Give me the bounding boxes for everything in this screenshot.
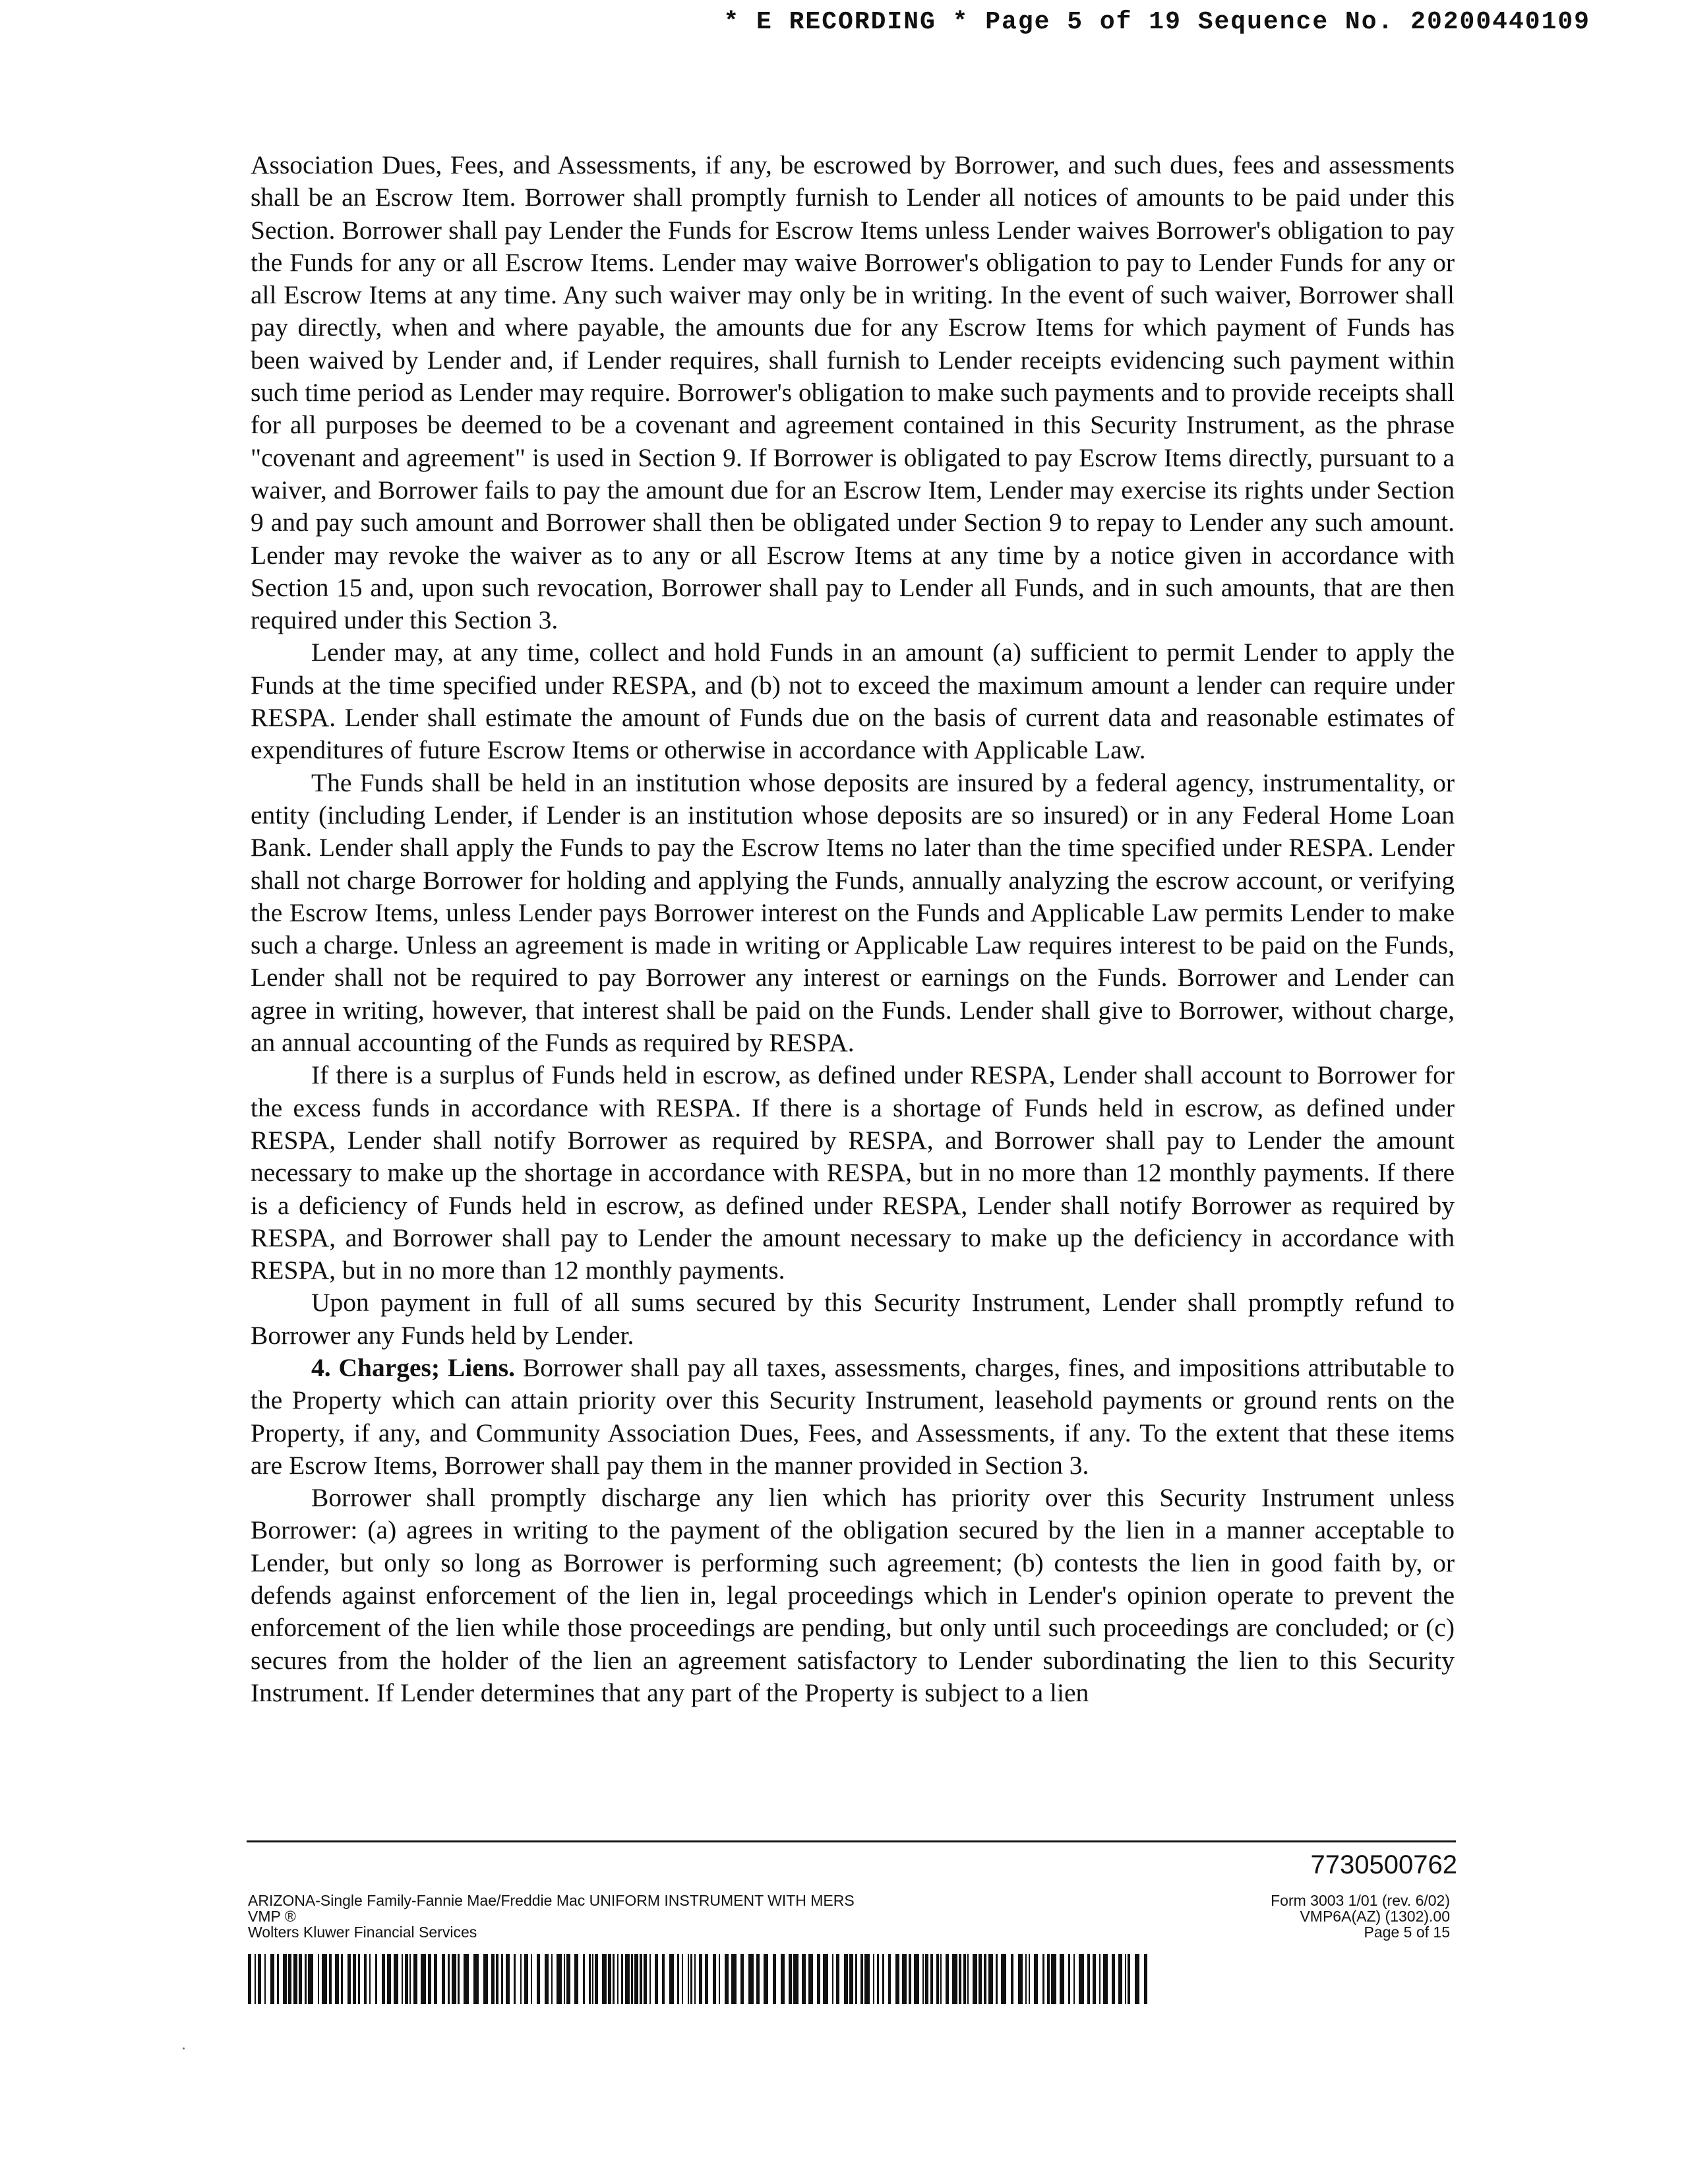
barcode-bar	[640, 1954, 642, 2004]
barcode-bar	[802, 1954, 806, 2004]
barcode-bar	[925, 1954, 928, 2004]
barcode-bar	[458, 1954, 460, 2004]
barcode-bar	[277, 1954, 279, 2004]
barcode-bar	[1079, 1954, 1084, 2004]
barcode-bar	[514, 1954, 516, 2004]
barcode-bar	[613, 1954, 615, 2004]
barcode-bar	[930, 1954, 933, 2004]
barcode-bar	[409, 1954, 411, 2004]
barcode-bar	[347, 1954, 351, 2004]
barcode-bar	[855, 1954, 857, 2004]
barcode-bar	[882, 1954, 884, 2004]
paragraph-refund: Upon payment in full of all sums secured by this Security Instrument, Lender shall promptly refund to Borrower any Funds held by Lender.	[251, 1288, 1455, 1350]
barcode-bar	[1051, 1954, 1056, 2004]
barcode-bar	[537, 1954, 540, 2004]
barcode	[248, 1954, 1149, 2004]
barcode-bar	[617, 1954, 618, 2004]
barcode-bar	[364, 1954, 367, 2004]
barcode-bar	[631, 1954, 633, 2004]
barcode-bar	[621, 1954, 623, 2004]
barcode-bar	[248, 1954, 251, 2004]
barcode-bar	[634, 1954, 638, 2004]
paragraph-surplus-shortage: If there is a surplus of Funds held in escrow, as defined under RESPA, Lender shall account to Borrower for the excess funds in accordance with RESPA. If there is a shortage of Funds held in escrow, as defined under RESPA, Lender shall notify Borrower as required by RESPA, and Borrower shall pay to Lender the amount necessary to make up the shortage in accordance with RESPA, but in no more than 12 monthly payments. If there is a deficiency of Funds held in escrow, as defined under RESPA, Lender shall notify Borrower as required by RESPA, and Borrower shall pay to Lender the amount necessary to make up the deficiency in accordance with RESPA, but in no more than 12 monthly payments.	[251, 1060, 1455, 1285]
barcode-bar	[873, 1954, 874, 2004]
barcode-bar	[1112, 1954, 1115, 2004]
barcode-bar	[358, 1954, 360, 2004]
barcode-bar	[823, 1954, 828, 2004]
barcode-bar	[551, 1954, 553, 2004]
barcode-bar	[375, 1954, 377, 2004]
barcode-bar	[293, 1954, 297, 2004]
barcode-bar	[421, 1954, 426, 2004]
barcode-bar	[817, 1954, 820, 2004]
barcode-bar	[531, 1954, 532, 2004]
barcode-bar	[520, 1954, 522, 2004]
scan-artifact	[183, 2048, 185, 2049]
barcode-bar	[473, 1954, 479, 2004]
barcode-bar	[860, 1954, 863, 2004]
barcode-bar	[566, 1954, 570, 2004]
footer-form-title: ARIZONA-Single Family-Fannie Mae/Freddie Mac UNIFORM INSTRUMENT WITH MERS	[248, 1892, 855, 1909]
barcode-bar	[996, 1954, 998, 2004]
barcode-bar	[914, 1954, 919, 2004]
footer-divider	[247, 1840, 1456, 1842]
paragraph-funds-held: The Funds shall be held in an institution whose deposits are insured by a federal agency, instrumentality, or entity (including Lender, if Lender is an institution whose deposits are so insured) or in any Federal Home Loan Bank. Lender shall apply the Funds to pay the Escrow Items no later than the time specified under RESPA. Lender shall not charge Borrower for holding and applying the Funds, annually analyzing the escrow account, or verifying the Escrow Items, unless Lender pays Borrower interest on the Funds and Applicable Law permits Lender to make such a charge. Unless an agreement is made in writing or Applicable Law requires interest to be paid on the Funds, Lender shall not be required to pay Borrower any interest or earnings on the Funds. Borrower and Lender can agree in writing, however, that interest shall be paid on the Funds. Lender shall give to Borrower, without charge, an annual accounting of the Funds as required by RESPA.	[251, 768, 1455, 1058]
barcode-bar	[877, 1954, 879, 2004]
barcode-bar	[595, 1954, 598, 2004]
barcode-bar	[694, 1954, 696, 2004]
barcode-bar	[369, 1954, 371, 2004]
barcode-bar	[1047, 1954, 1050, 2004]
barcode-bar	[688, 1954, 689, 2004]
footer-page-number: Page 5 of 15	[1364, 1924, 1450, 1941]
barcode-bar	[973, 1954, 977, 2004]
barcode-bar	[589, 1954, 591, 2004]
barcode-bar	[655, 1954, 658, 2004]
barcode-bar	[524, 1954, 528, 2004]
barcode-bar	[405, 1954, 408, 2004]
barcode-bar	[922, 1954, 924, 2004]
paragraph-discharge-lien: Borrower shall promptly discharge any lien which has priority over this Security Instrument unless Borrower: (a) agrees in writing to the payment of the obligation secured by the lien in a manner acceptable to Lender, but only so long as Borrower is performing such agreement; (b) contests the lien in good faith by, or defends against enforcement of the lien in, legal proceedings which in Lender's opinion operate to prevent the enforcement of the lien while those proceedings are pending, but only until such proceedings are concluded; or (c) secures from the holder of the lien an agreement satisfactory to Lender subordinating the lien to this Security Instrument. If Lender determines that any part of the Property is subject to a lien	[251, 1483, 1455, 1707]
barcode-bar	[895, 1954, 899, 2004]
barcode-bar	[690, 1954, 692, 2004]
footer-form-code: Form 3003 1/01 (rev. 6/02)	[1271, 1892, 1450, 1909]
barcode-bar	[984, 1954, 986, 2004]
barcode-bar	[1011, 1954, 1013, 2004]
barcode-bar	[946, 1954, 949, 2004]
barcode-bar	[308, 1954, 313, 2004]
barcode-bar	[1125, 1954, 1126, 2004]
barcode-bar	[341, 1954, 343, 2004]
barcode-bar	[452, 1954, 456, 2004]
barcode-bar	[731, 1954, 737, 2004]
barcode-bar	[677, 1954, 679, 2004]
barcode-bar	[764, 1954, 768, 2004]
barcode-bar	[608, 1954, 611, 2004]
barcode-bar	[448, 1954, 450, 2004]
barcode-bar	[844, 1954, 848, 2004]
barcode-bar	[264, 1954, 266, 2004]
barcode-bar	[496, 1954, 498, 2004]
barcode-bar	[564, 1954, 565, 2004]
section-text-charges-liens: Borrower shall pay all taxes, assessments, charges, fines, and impositions attributable to the Property which can attain priority over this Security Instrument, leasehold payments or ground rents on the Property, if any, and Community Association Dues, Fees, and Assessments, if any. To the extent that these items are Escrow Items, Borrower shall pay them in the manner provided in Section 3.	[251, 1352, 1455, 1480]
barcode-bar	[705, 1954, 708, 2004]
barcode-bar	[725, 1954, 729, 2004]
barcode-bar	[888, 1954, 891, 2004]
document-body	[251, 149, 1455, 1709]
barcode-bar	[592, 1954, 593, 2004]
barcode-bar	[1099, 1954, 1100, 2004]
barcode-bar	[335, 1954, 339, 2004]
barcode-bar	[988, 1954, 993, 2004]
barcode-bar	[402, 1954, 403, 2004]
barcode-bar	[1068, 1954, 1070, 2004]
barcode-bar	[1018, 1954, 1023, 2004]
barcode-bar	[557, 1954, 562, 2004]
barcode-bar	[808, 1954, 813, 2004]
barcode-bar	[545, 1954, 549, 2004]
loan-number: 7730500762	[1310, 1850, 1457, 1879]
barcode-bar	[255, 1954, 256, 2004]
barcode-bar	[963, 1954, 966, 2004]
footer-form-number	[1271, 1893, 1450, 1940]
barcode-bar	[270, 1954, 274, 2004]
recording-stamp: * E RECORDING * Page 5 of 19 Sequence No. 20200440109	[723, 8, 1590, 36]
barcode-bar	[387, 1954, 391, 2004]
footer-publisher: Wolters Kluwer Financial Services	[248, 1924, 477, 1941]
barcode-bar	[699, 1954, 702, 2004]
barcode-bar	[329, 1954, 332, 2004]
barcode-bar	[713, 1954, 716, 2004]
barcode-bar	[789, 1954, 792, 2004]
barcode-bar	[1128, 1954, 1130, 2004]
barcode-bar	[832, 1954, 833, 2004]
barcode-bar	[1029, 1954, 1030, 2004]
barcode-bar	[305, 1954, 307, 2004]
barcode-bar	[428, 1954, 431, 2004]
barcode-bar	[902, 1954, 907, 2004]
footer-vmp-mark: VMP ®	[248, 1908, 296, 1925]
barcode-bar	[967, 1954, 969, 2004]
barcode-bar	[464, 1954, 469, 2004]
barcode-bar	[649, 1954, 651, 2004]
barcode-bar	[836, 1954, 839, 2004]
barcode-bar	[1093, 1954, 1096, 2004]
barcode-bar	[283, 1954, 287, 2004]
barcode-bar	[1118, 1954, 1122, 2004]
barcode-bar	[501, 1954, 503, 2004]
barcode-bar	[491, 1954, 495, 2004]
barcode-bar	[669, 1954, 674, 2004]
barcode-bar	[773, 1954, 776, 2004]
barcode-bar	[793, 1954, 799, 2004]
barcode-bar	[442, 1954, 445, 2004]
footer-vmp-code: VMP6A(AZ) (1302).00	[1300, 1908, 1450, 1925]
barcode-bar	[909, 1954, 911, 2004]
barcode-bar	[602, 1954, 607, 2004]
barcode-bar	[952, 1954, 957, 2004]
barcode-bar	[574, 1954, 578, 2004]
barcode-bar	[1042, 1954, 1044, 2004]
barcode-bar	[434, 1954, 437, 2004]
barcode-bar	[940, 1954, 942, 2004]
barcode-bar	[1025, 1954, 1027, 2004]
barcode-bar	[644, 1954, 647, 2004]
barcode-bar	[1001, 1954, 1006, 2004]
barcode-bar	[959, 1954, 961, 2004]
barcode-bar	[748, 1954, 754, 2004]
paragraph-charges-liens	[251, 1352, 1455, 1482]
barcode-bar	[781, 1954, 785, 2004]
barcode-bar	[322, 1954, 327, 2004]
barcode-bar	[1073, 1954, 1075, 2004]
barcode-bar	[1060, 1954, 1064, 2004]
barcode-bar	[1135, 1954, 1139, 2004]
barcode-bar	[682, 1954, 683, 2004]
barcode-bar	[1103, 1954, 1108, 2004]
barcode-bar	[1087, 1954, 1090, 2004]
paragraph-collect-funds: Lender may, at any time, collect and hold Funds in an amount (a) sufficient to permit Lender to apply the Funds at the time specified under RESPA, and (b) not to exceed the maximum amount a lender can require under RESPA. Lender shall estimate the amount of Funds due on the basis of current data and reasonable estimates of expenditures of future Escrow Items or otherwise in accordance with Applicable Law.	[251, 638, 1455, 765]
footer-form-info	[248, 1893, 855, 1940]
barcode-bar	[1144, 1954, 1147, 2004]
barcode-bar	[382, 1954, 385, 2004]
barcode-bar	[849, 1954, 853, 2004]
barcode-bar	[288, 1954, 291, 2004]
barcode-bar	[353, 1954, 356, 2004]
barcode-bar	[394, 1954, 398, 2004]
section-heading-charges-liens: 4. Charges; Liens.	[311, 1352, 515, 1382]
barcode-bar	[864, 1954, 870, 2004]
barcode-bar	[979, 1954, 982, 2004]
barcode-bar	[506, 1954, 510, 2004]
paragraph-escrow-waiver: Association Dues, Fees, and Assessments, if any, be escrowed by Borrower, and such dues, fees and assessments shall be an Escrow Item. Borrower shall promptly furnish to Lender all notices of amounts to be paid under this Section. Borrower shall pay Lender the Funds for Escrow Items unless Lender waives Borrower's obligation to pay the Funds for any or all Escrow Items. Lender may waive Borrower's obligation to pay to Lender Funds for any or all Escrow Items at any time. Any such waiver may only be in writing. In the event of such waiver, Borrower shall pay directly, when and where payable, the amounts due for any Escrow Items for which payment of Funds has been waived by Lender and, if Lender requires, shall furnish to Lender receipts evidencing such payment within such time period as Lender may require. Borrower's obligation to make such payments and to provide receipts shall for all purposes be deemed to be a covenant and agreement contained in this Security Instrument, as the phrase "covenant and agreement" is used in Section 9. If Borrower is obligated to pay Escrow Items directly, pursuant to a waiver, and Borrower fails to pay the amount due for an Escrow Item, Lender may exercise its rights under Section 9 and pay such amount and Borrower shall then be obligated under Section 9 to repay to Lender any such amount. Lender may revoke the waiver as to any or all Escrow Items at any time by a notice given in accordance with Section 15 and, upon such revocation, Borrower shall pay to Lender all Funds, and in such amounts, that are then required under this Section 3.	[251, 150, 1455, 635]
barcode-bar	[756, 1954, 760, 2004]
barcode-bar	[1034, 1954, 1038, 2004]
barcode-bar	[583, 1954, 585, 2004]
barcode-bar	[413, 1954, 417, 2004]
barcode-bar	[258, 1954, 261, 2004]
barcode-bar	[740, 1954, 744, 2004]
barcode-bar	[719, 1954, 720, 2004]
barcode-bar	[318, 1954, 319, 2004]
barcode-bar	[483, 1954, 488, 2004]
barcode-bar	[662, 1954, 665, 2004]
barcode-bar	[299, 1954, 302, 2004]
barcode-bar	[936, 1954, 939, 2004]
barcode-bar	[625, 1954, 630, 2004]
